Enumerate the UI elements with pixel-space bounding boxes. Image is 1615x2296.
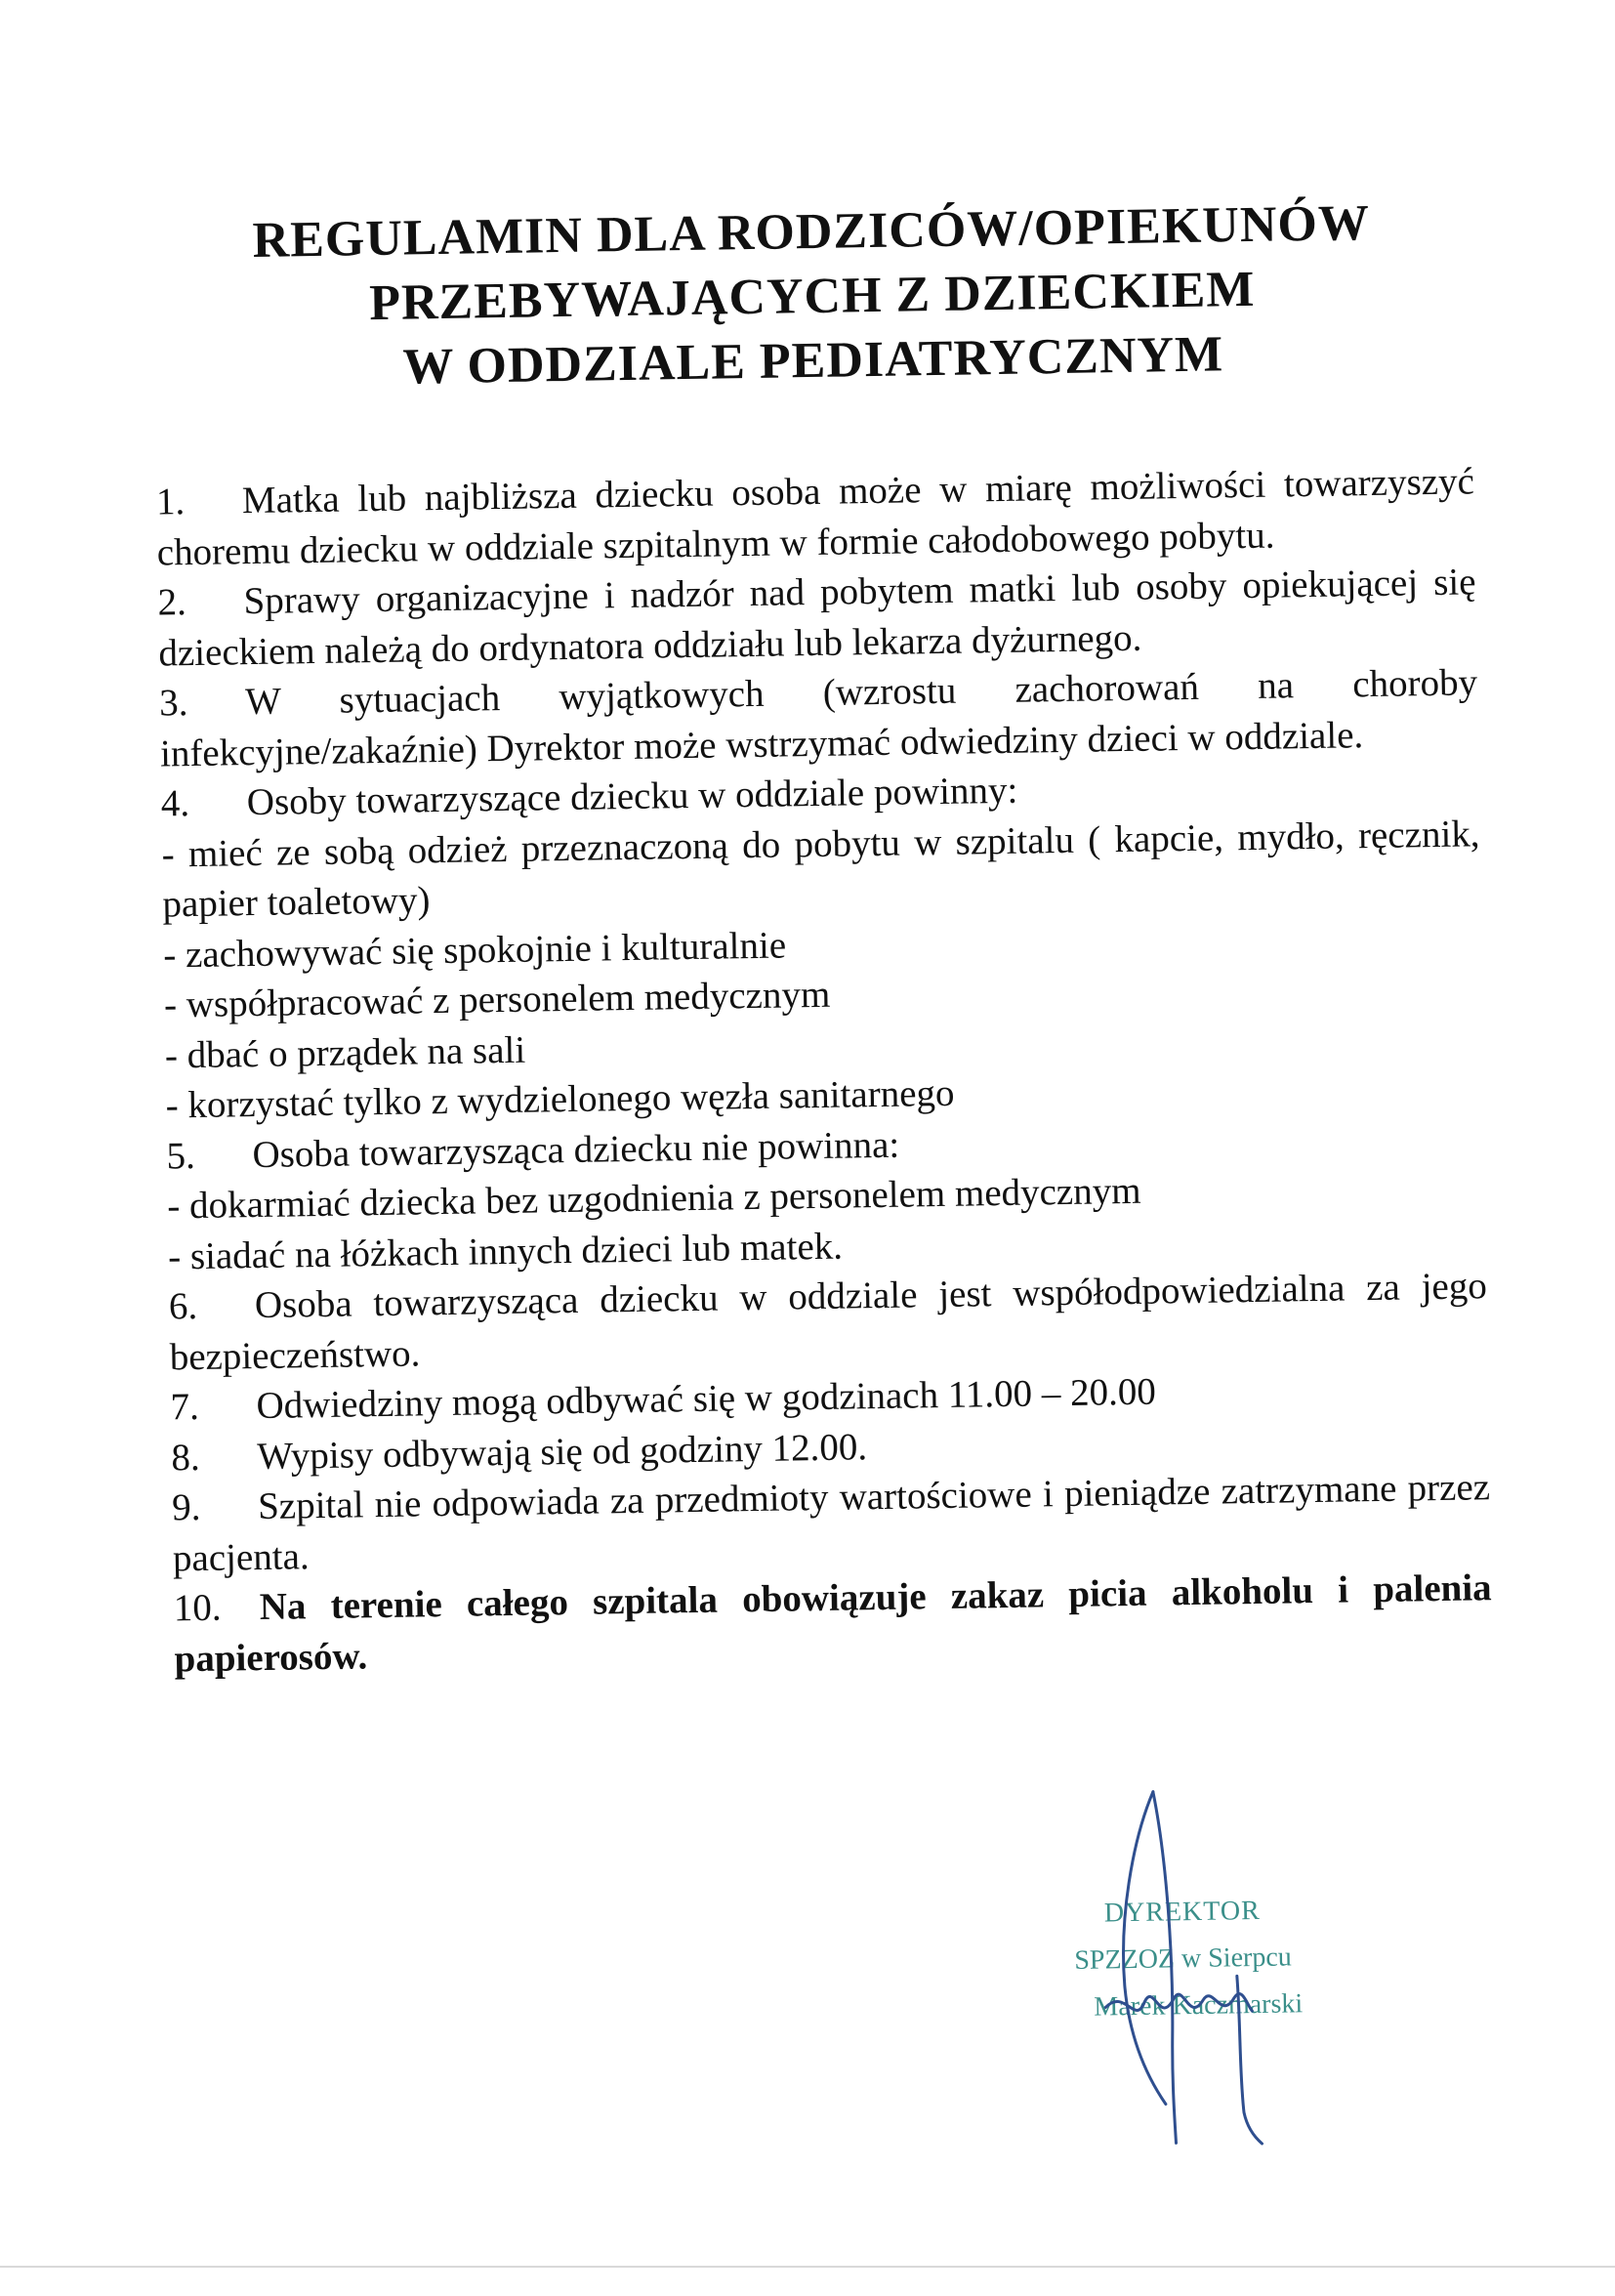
item-number: 8.: [171, 1436, 200, 1479]
stamp-institution: SPZZOZ w Sierpcu: [1074, 1941, 1293, 1976]
item-4-subitem: - zachowywać się spokojnie i kulturalnie: [162, 923, 787, 976]
item-number: 3.: [158, 682, 188, 725]
regulation-item-bold: [173, 1563, 1492, 1684]
title-line-2: PRZEBYWAJĄCYCH Z DZIECKIEM: [368, 261, 1256, 332]
item-number: 5.: [166, 1134, 196, 1177]
regulation-item: [159, 657, 1478, 778]
item-text: Sprawy organizacyjne i nadzór nad pobytem matki lub osoby opiekującej się dzieckiem należą do ordynatora oddziału lub lekarza dyżurnego.: [158, 561, 1476, 675]
item-text: Wypisy odbywają się od godziny 12.00.: [257, 1425, 868, 1478]
item-5-subitem: - dokarmiać dziecka bez uzgodnienia z personelem medycznym: [166, 1169, 1141, 1228]
item-number: 2.: [157, 581, 187, 624]
handwritten-signature: [1063, 1779, 1323, 2154]
item-text: Osoba towarzysząca dziecku w oddziale jest współodpowiedzialna za jego bezpieczeństwo.: [169, 1265, 1488, 1378]
stamp-name: Marek Kaczmarski: [1094, 1988, 1304, 2023]
item-5-subitem: - siadać na łóżkach innych dzieci lub matek.: [167, 1225, 844, 1277]
item-text: Osoba towarzysząca dziecku nie powinna:: [252, 1123, 900, 1176]
title-line-1: REGULAMIN DLA RODZICÓW/OPIEKUNÓW: [252, 194, 1371, 269]
item-text: Na terenie całego szpitala obowiązuje zakaz picia alkoholu i palenia papierosów.: [174, 1566, 1492, 1680]
item-text: Matka lub najbliższa dziecku osoba może w miarę możliwości towarzyszyć choremu dziecku w oddziale szpitalnym w formie całodobowego pobytu.: [156, 460, 1475, 574]
item-text: Szpital nie odpowiada za przedmioty wartościowe i pieniądze zatrzymane przez pacjenta.: [172, 1466, 1491, 1579]
item-number: 10.: [173, 1586, 222, 1630]
item-number: 7.: [170, 1385, 200, 1429]
item-number: 9.: [171, 1485, 201, 1529]
title-line-3: W ODDZIALE PEDIATRYCZNYM: [402, 326, 1224, 396]
item-4-subitem: - współpracować z personelem medycznym: [163, 973, 831, 1026]
item-4-subitem: - dbać o prządek na sali: [164, 1028, 526, 1076]
item-text: Odwiedziny mogą odbywać się w godzinach 11.00 – 20.00: [256, 1370, 1157, 1428]
page-bottom-edge: [0, 2266, 1615, 2268]
document-title: [3, 188, 1615, 406]
item-number: 4.: [160, 782, 190, 825]
item-number: 1.: [155, 480, 186, 523]
item-4-subitem: - mieć ze sobą odzież przeznaczoną do pobytu w szpitalu ( kapcie, mydło, ręcznik, papier toaletowy): [161, 812, 1480, 926]
regulations-list: [156, 456, 1493, 1684]
item-number: 6.: [168, 1284, 198, 1328]
stamp-title: DYREKTOR: [1103, 1895, 1262, 1929]
item-text: Osoby towarzyszące dziecku w oddziale powinny:: [246, 769, 1018, 824]
item-text: W sytuacjach wyjątkowych (wzrostu zachorowań na choroby infekcyjne/zakaźnie) Dyrektor może wstrzymać odwiedziny dzieci w oddziale.: [159, 661, 1478, 775]
item-4-subitem: - korzystać tylko z wydzielonego węzła sanitarnego: [165, 1071, 955, 1127]
